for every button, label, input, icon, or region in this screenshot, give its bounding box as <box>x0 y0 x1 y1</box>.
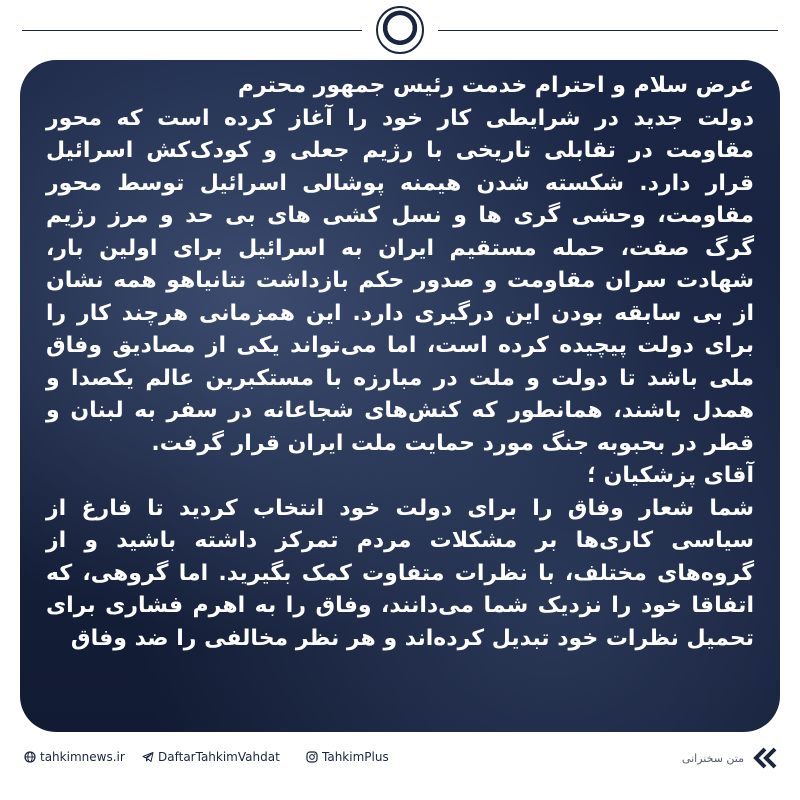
statement-paragraph: شما شعار وفاق را برای دولت خود انتخاب کردید تا فارغ از سیاسی کاری‌ها بر مشکلات مردم تمرکز داشته باشید و از گروه‌های مختلف، با نظرات متفاوت کمک بگیرید. اما گروهی، که اتفاقا خود را نزدیک شما می‌دانند، وفاق را به اهرم فشاری برای تحمیل نظرات خود تبدیل کرده‌اند و هر نظر مخالفی را ضد وفاق <box>46 495 754 651</box>
statement-salutation: آقای پزشکیان ؛ <box>587 463 754 488</box>
header-divider-left <box>22 30 362 31</box>
instagram-link[interactable] <box>306 750 389 764</box>
instagram-label: TahkimPlus <box>322 750 389 764</box>
telegram-link[interactable] <box>142 750 280 764</box>
telegram-label: DaftarTahkimVahdat <box>158 750 280 764</box>
website-label: tahkimnews.ir <box>40 750 125 764</box>
globe-icon <box>24 751 36 763</box>
telegram-icon <box>142 751 154 763</box>
statement-text <box>46 70 754 655</box>
footer <box>0 738 800 800</box>
header-divider-right <box>438 30 778 31</box>
statement-paragraph: دولت جدید در شرایطی کار خود را آغاز کرده است که محور مقاومت در تقابلی تاریخی با رژیم جعلی و کودک‌کش اسرائیل قرار دارد. شکسته شدن هیمنه پوشالی اسرائیل توسط محور مقاومت، وحشی گری ها و نسل کشی های بی حد و مرز رژیم گرگ صفت، حمله مستقیم ایران به اسرائیل برای اولین بار، شهادت سران مقاومت و صدور حکم بازداشت نتانیاهو همه نشان از بی سابقه بودن این درگیری دارد. این همزمانی هرچند کار را برای دولت پیچیده کرده است، اما می‌تواند یکی از مصادیق وفاق ملی باشد تا دولت و ملت در مبارزه با مستکبرین عالم یکصدا و همدل باشند، همانطور که کنش‌های شجاعانه در سفر به لبنان و قطر در بحبوبه جنگ مورد حمایت ملت ایران قرار گرفت. <box>46 105 754 456</box>
double-chevron-icon <box>752 746 778 770</box>
statement-greeting: عرض سلام و احترام خدمت رئیس جمهور محترم <box>237 73 754 98</box>
source-label: متن سخنرانی <box>681 751 744 765</box>
source-tag <box>682 746 778 770</box>
website-link[interactable] <box>24 750 125 764</box>
instagram-icon <box>306 751 318 763</box>
statement-panel <box>20 60 780 732</box>
logo-emblem <box>376 6 424 54</box>
